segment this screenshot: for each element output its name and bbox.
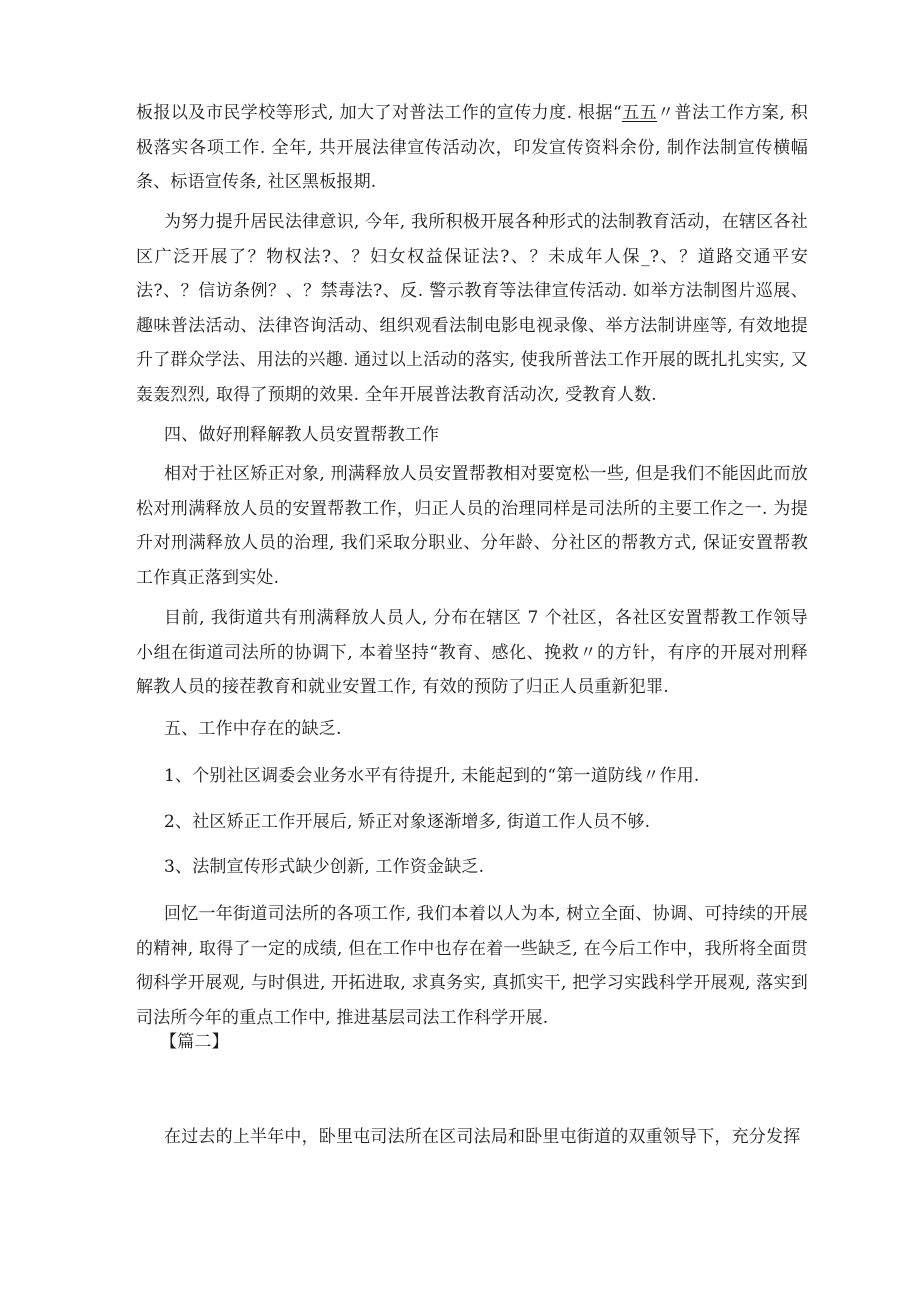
paragraph-4: 目前, 我街道共有刑满释放人员人, 分布在辖区 7 个社区，各社区安置帮教工作领导小组在街道司法所的协调下, 本着坚持“教育、感化、挽救〃的方针，有序的开展对刑释解教人员的接茬教育和就业安置工作, 有效的预防了归正人员重新犯罪.	[136, 608, 808, 697]
five-five-underlined: 五五	[621, 103, 658, 123]
paragraph-6: 在过去的上半年中，卧里屯司法所在区司法局和卧里屯街道的双重领导下，充分发挥	[164, 1127, 801, 1147]
paragraph-1-text-b: 〃普法工作方案, 积极落实各项工作. 全年, 共开展法律宣传活动次，印发宣传资料余份, 制作法制宣传横幅条、标语宣传条, 社区黑板报期.	[136, 103, 808, 192]
list-item-1: 1、个别社区调委会业务水平有待提升, 未能起到的“第一道防线〃作用.	[164, 766, 700, 786]
list-item-2: 2、社区矫正工作开展后, 矫正对象逐渐增多, 街道工作人员不够.	[164, 812, 651, 832]
paragraph-5: 回忆一年街道司法所的各项工作, 我们本着以人为本, 树立全面、协调、可持续的开展的精神, 取得了一定的成绩, 但在工作中也存在着一些缺乏, 在今后工作中，我所将全面贯彻科学开展观, 与时俱进, 开拓进取, 求真务实, 真抓实干, 把学习实践科学开展观, 落实到司法所今年的重点工作中, 推进基层司法工作科学开展.	[136, 904, 808, 1028]
paragraph-3: 相对于社区矫正对象, 刑满释放人员安置帮教相对要宽松一些, 但是我们不能因此而放松对刑满释放人员的安置帮教工作，归正人员的治理同样是司法所的主要工作之一. 为提升对刑满释放人员的治理, 我们采取分职业、分年龄、分社区的帮教方式, 保证安置帮教工作真正落到实处.	[136, 464, 808, 588]
paragraph-2: 为努力提升居民法律意识, 今年, 我所积极开展各种形式的法制教育活动，在辖区各社区广泛开展了？物权法?、？妇女权益保证法?、？未成年人保_?、？道路交通平安法?、？信访条例？、？禁毒法?、反. 警示教育等法律宣传活动. 如举方法制图片巡展、趣味普法活动、法律咨询活动、组织观看法制电影电视录像、举方法制讲座等, 有效地提升了群众学法、用法的兴趣. 通过以上活动的落实, 使我所普法工作开展的既扎扎实实, 又轰轰烈烈, 取得了预期的效果. 全年开展普法教育活动次, 受教育人数.	[136, 212, 808, 405]
paragraph-1	[136, 96, 808, 200]
paragraph-1-text-a: 板报以及市民学校等形式, 加大了对普法工作的宣传力度. 根据“	[136, 103, 622, 123]
section-2-heading: 【篇二】	[160, 1032, 229, 1052]
heading-section-4: 四、做好刑释解教人员安置帮教工作	[164, 425, 440, 445]
heading-section-5: 五、工作中存在的缺乏.	[164, 719, 342, 739]
list-item-3: 3、法制宣传形式缺少创新, 工作资金缺乏.	[164, 857, 485, 877]
